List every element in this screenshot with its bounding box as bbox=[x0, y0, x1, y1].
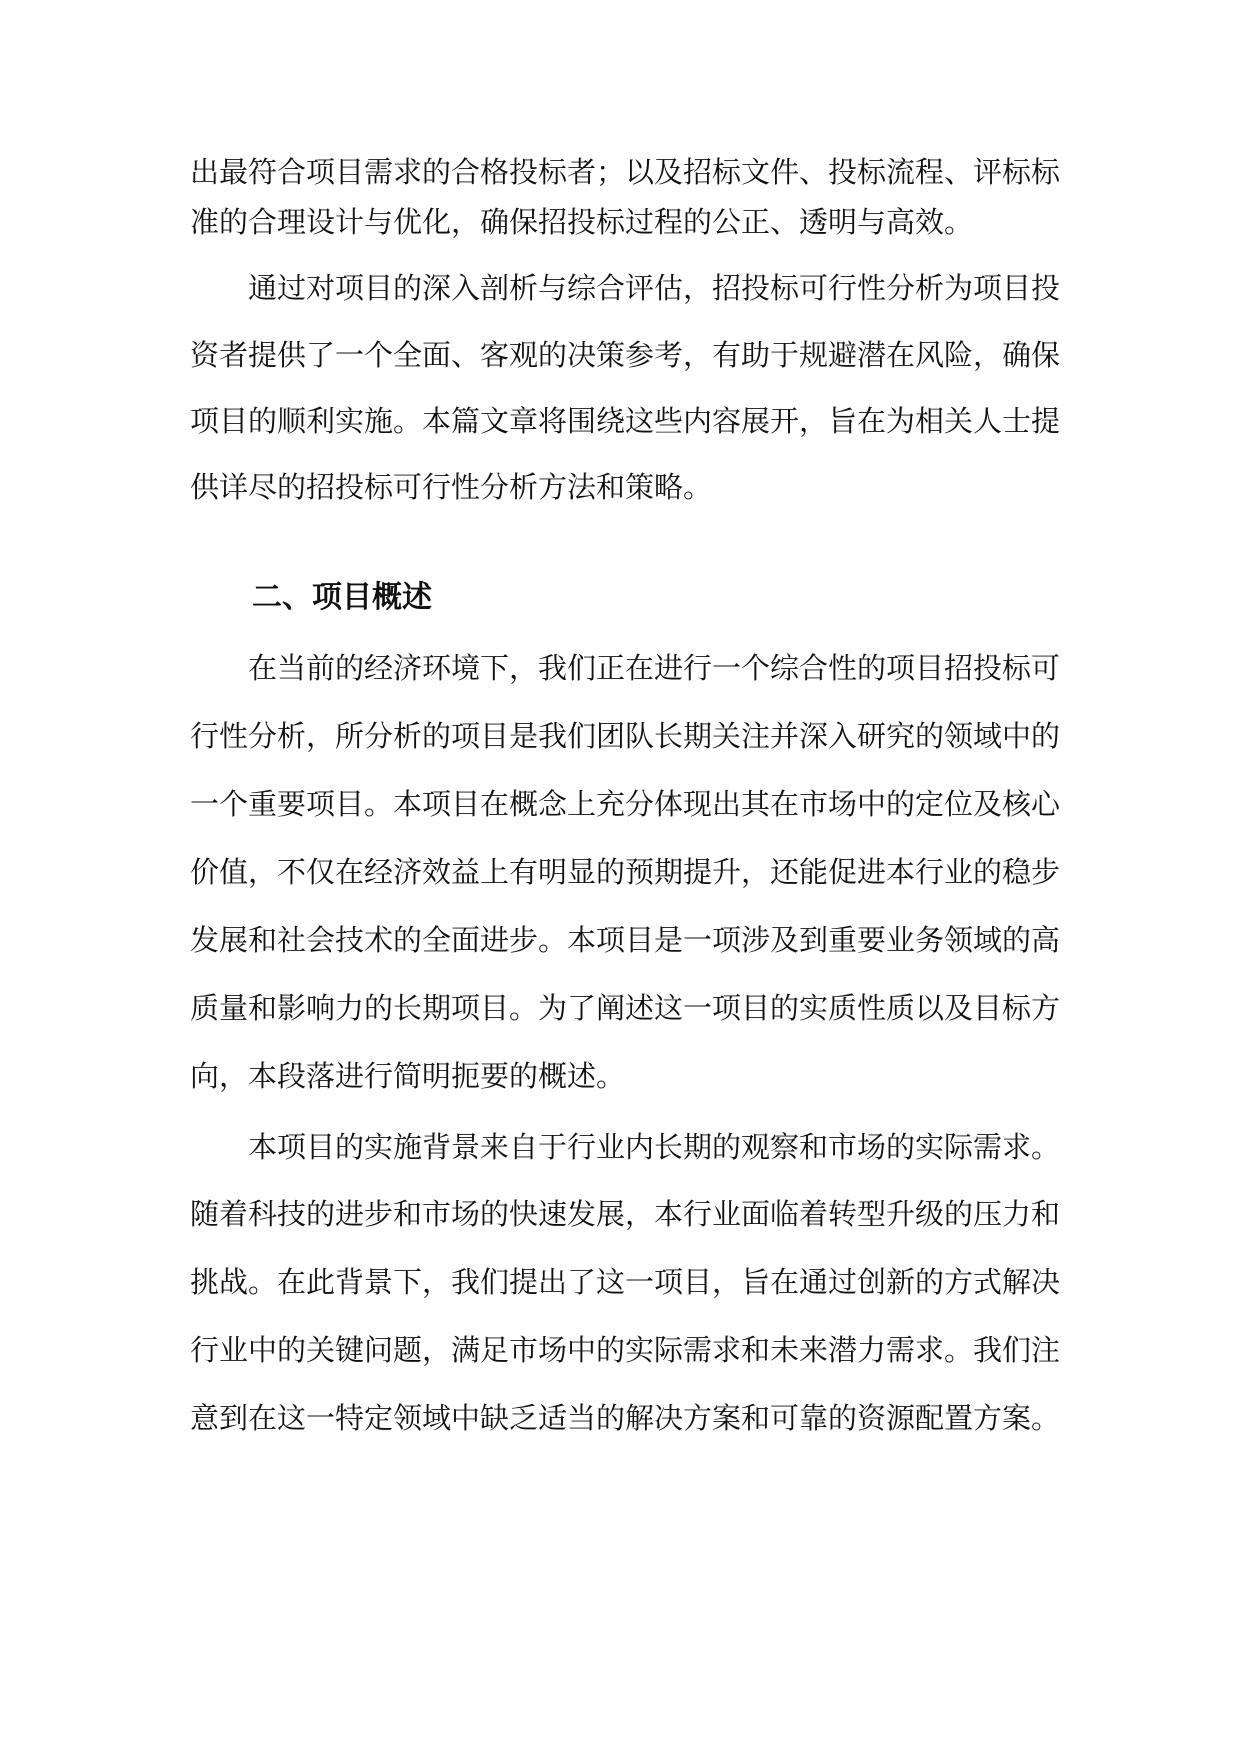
paragraph-line: 项目的顺利实施。本篇文章将围绕这些内容展开，旨在为相关人士提 bbox=[190, 404, 1061, 438]
paragraph-line: 意到在这一特定领域中缺乏适当的解决方案和可靠的资源配置方案。 bbox=[190, 1401, 1061, 1435]
section-heading: 二、项目概述 bbox=[252, 580, 432, 615]
paragraph-line: 随着科技的进步和市场的快速发展，本行业面临着转型升级的压力和 bbox=[190, 1197, 1061, 1231]
paragraph-line: 价值，不仅在经济效益上有明显的预期提升，还能促进本行业的稳步 bbox=[190, 855, 1061, 889]
paragraph-line: 本项目的实施背景来自于行业内长期的观察和市场的实际需求。 bbox=[248, 1130, 1061, 1164]
paragraph-line: 通过对项目的深入剖析与综合评估，招投标可行性分析为项目投 bbox=[248, 271, 1061, 305]
paragraph-line: 行业中的关键问题，满足市场中的实际需求和未来潜力需求。我们注 bbox=[190, 1333, 1061, 1367]
paragraph-line: 出最符合项目需求的合格投标者；以及招标文件、投标流程、评标标 bbox=[190, 155, 1061, 189]
paragraph-line: 挑战。在此背景下，我们提出了这一项目，旨在通过创新的方式解决 bbox=[190, 1265, 1061, 1299]
paragraph-line: 向，本段落进行简明扼要的概述。 bbox=[190, 1059, 626, 1093]
paragraph-line: 质量和影响力的长期项目。为了阐述这一项目的实质性质以及目标方 bbox=[190, 991, 1061, 1025]
paragraph-line: 行性分析，所分析的项目是我们团队长期关注并深入研究的领域中的 bbox=[190, 719, 1061, 753]
paragraph-line: 准的合理设计与优化，确保招投标过程的公正、透明与高效。 bbox=[190, 205, 974, 239]
paragraph-line: 发展和社会技术的全面进步。本项目是一项涉及到重要业务领域的高 bbox=[190, 923, 1061, 957]
paragraph-line: 一个重要项目。本项目在概念上充分体现出其在市场中的定位及核心 bbox=[190, 787, 1061, 821]
paragraph-line: 在当前的经济环境下，我们正在进行一个综合性的项目招投标可 bbox=[248, 651, 1061, 685]
paragraph-line: 供详尽的招投标可行性分析方法和策略。 bbox=[190, 470, 713, 504]
paragraph-line: 资者提供了一个全面、客观的决策参考，有助于规避潜在风险，确保 bbox=[190, 338, 1061, 372]
